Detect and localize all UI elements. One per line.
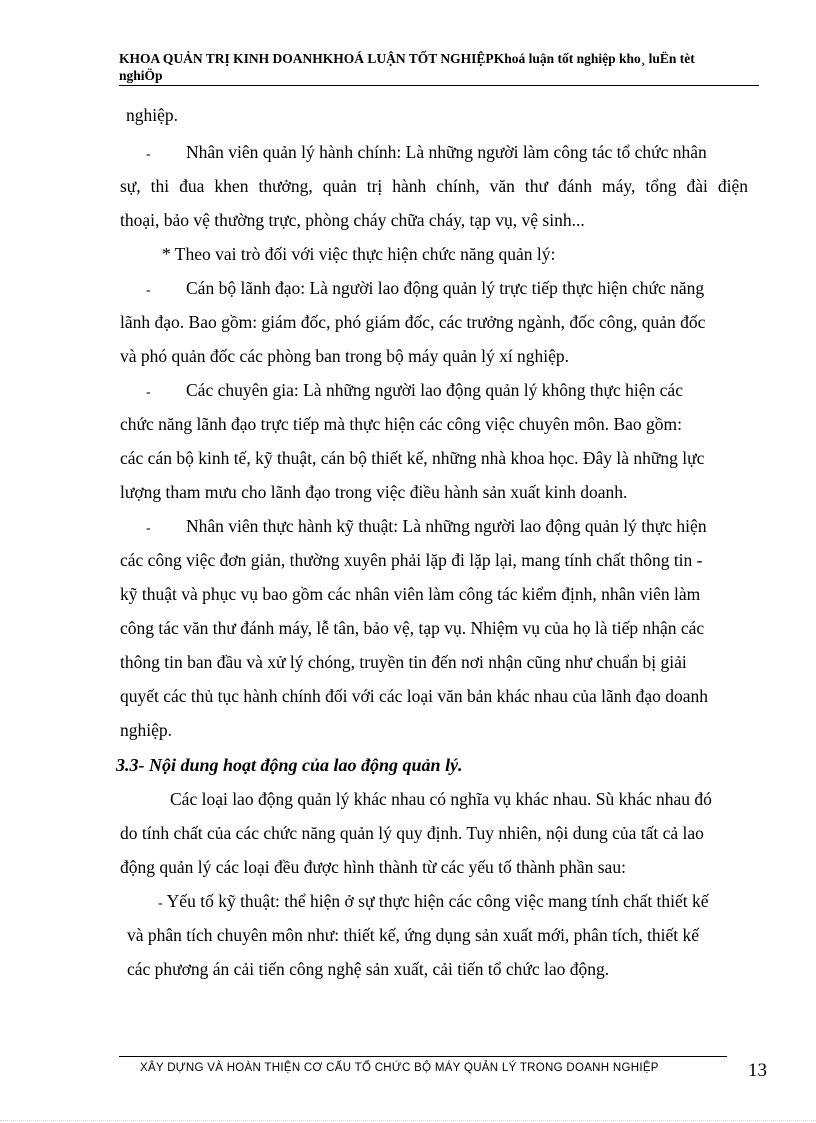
bullet-dash: - — [146, 283, 151, 298]
paragraph-line: do tính chất của các chức năng quản lý quy định. Tuy nhiên, nội dung của tất cả lao — [120, 823, 704, 843]
bullet-line: - Các chuyên gia: Là những người lao động quản lý không thực hiện các — [146, 379, 748, 401]
page-header — [119, 50, 759, 86]
bullet-line: - Cán bộ lãnh đạo: Là người lao động quản lý trực tiếp thực hiện chức năng — [146, 277, 748, 299]
bullet-dash: - — [146, 521, 151, 536]
header-continuation: nghiÖp — [119, 68, 163, 83]
bullet-line: - Yếu tố kỹ thuật: thể hiện ở sự thực hiện các công việc mang tính chất thiết kế — [158, 891, 709, 911]
bullet-dash: - — [146, 385, 151, 400]
paragraph-line: Các loại lao động quản lý khác nhau có nghĩa vụ khác nhau. Sù khác nhau đó — [170, 789, 712, 809]
footer-divider — [119, 1056, 727, 1057]
paragraph-line: lãnh đạo. Bao gồm: giám đốc, phó giám đốc, các trưởng ngành, đốc công, quản đốc — [120, 312, 706, 332]
footer-title: XÂY DỰNG VÀ HOÀN THIỆN CƠ CẤU TỔ CHỨC BỘ MÁY QUẢN LÝ TRONG DOANH NGHIỆP — [140, 1062, 659, 1074]
paragraph-line: động quản lý các loại đều được hình thành từ các yếu tố thành phần sau: — [120, 857, 626, 877]
paragraph-line: nghiệp. — [120, 720, 173, 740]
bullet-dash: - — [158, 896, 163, 911]
bullet-line: - Nhân viên thực hành kỹ thuật: Là những người lao động quản lý thực hiện — [146, 515, 748, 537]
section-heading: 3.3- Nội dung hoạt động của lao động quản lý. — [116, 755, 463, 775]
paragraph-line: các cán bộ kinh tế, kỹ thuật, cán bộ thiết kế, những nhà khoa học. Đây là những lực — [120, 448, 705, 468]
paragraph-line: sự, thi đua khen thưởng, quản trị hành chính, văn thư đánh máy, tổng đài điện — [120, 176, 748, 196]
header-subtitle: Khoá luận tốt nghiệp kho¸ luËn tèt — [493, 51, 695, 66]
paragraph-line: kỹ thuật và phục vụ bao gồm các nhân viên làm công tác kiểm định, nhân viên làm — [120, 584, 701, 604]
paragraph-line: chức năng lãnh đạo trực tiếp mà thực hiện các công việc chuyên môn. Bao gồm: — [120, 414, 683, 434]
page-edge — [0, 1120, 816, 1121]
paragraph-line: công tác văn thư đánh máy, lễ tân, bảo vệ, tạp vụ. Nhiệm vụ của họ là tiếp nhận các — [120, 618, 705, 638]
bullet-line: - Nhân viên quản lý hành chính: Là những người làm công tác tổ chức nhân — [146, 141, 748, 163]
paragraph-line: và phó quản đốc các phòng ban trong bộ máy quản lý xí nghiệp. — [120, 346, 570, 366]
paragraph-line: lượng tham mưu cho lãnh đạo trong việc điều hành sản xuất kinh doanh. — [120, 482, 628, 502]
bullet-dash: - — [146, 147, 151, 162]
paragraph-line: các công việc đơn giản, thường xuyên phải lặp đi lặp lại, mang tính chất thông tin - — [120, 550, 703, 570]
paragraph-line: thoại, bảo vệ thường trực, phòng cháy chữa cháy, tạp vụ, vệ sinh... — [120, 210, 585, 230]
paragraph-line: thông tin ban đầu và xử lý chóng, truyền tin đến nơi nhận cũng như chuẩn bị giải — [120, 652, 687, 672]
page-number: 13 — [748, 1060, 767, 1081]
paragraph-line: nghiệp. — [126, 105, 179, 125]
paragraph-line: và phân tích chuyên môn như: thiết kế, ứng dụng sản xuất mới, phân tích, thiết kế — [127, 925, 700, 945]
paragraph-line: * Theo vai trò đối với việc thực hiện chức năng quản lý: — [162, 244, 556, 264]
header-title: KHOA QUẢN TRỊ KINH DOANHKHOÁ LUẬN TỐT NGHIỆP — [119, 51, 494, 66]
paragraph-line: quyết các thủ tục hành chính đối với các loại văn bản khác nhau của lãnh đạo doanh — [120, 686, 709, 706]
paragraph-line: các phương án cải tiến công nghệ sản xuất, cải tiến tổ chức lao động. — [127, 959, 610, 979]
